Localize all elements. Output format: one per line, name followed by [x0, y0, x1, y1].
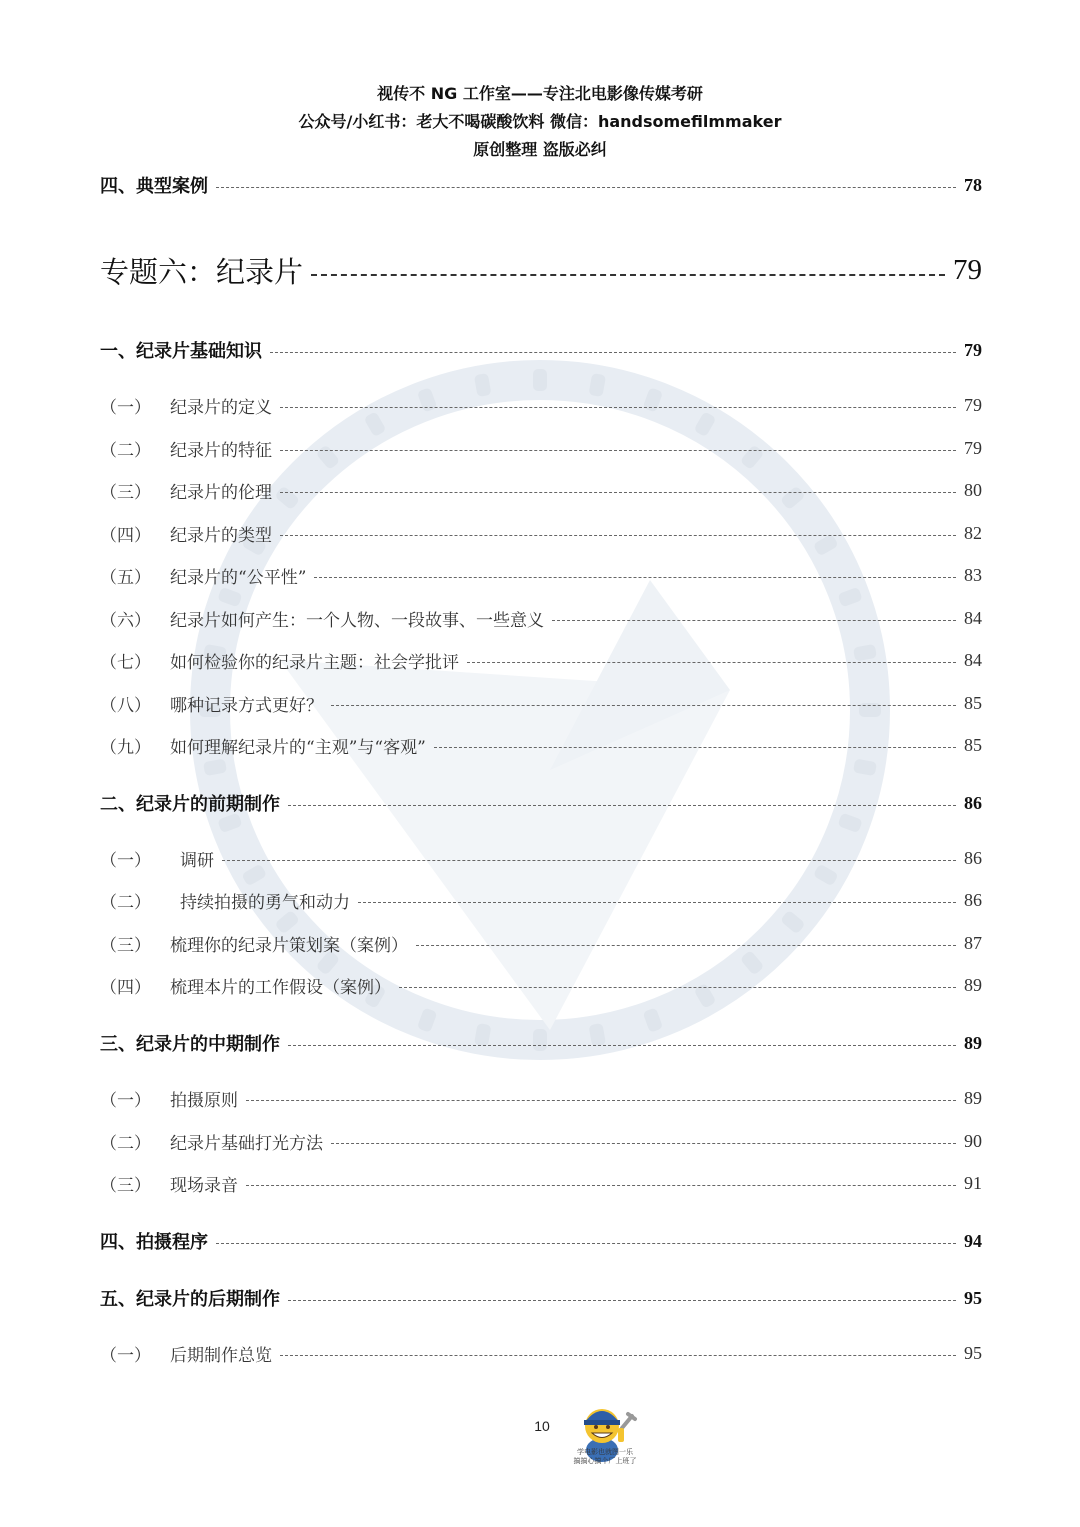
toc-page-number: 91	[964, 1173, 982, 1193]
toc-leader-line	[280, 407, 956, 408]
toc-subentry-number: （一）	[100, 1346, 151, 1366]
toc-leader-line	[358, 902, 956, 903]
toc-entry-label: 专题六：纪录片	[100, 255, 304, 289]
sprocket-hole	[533, 369, 547, 391]
toc-leader-line	[288, 805, 956, 806]
toc-leader-line	[331, 1143, 956, 1144]
toc-subentry[interactable]	[100, 733, 982, 758]
header-studio-line: 视传不 NG 工作室——专注北电影像传媒考研	[377, 84, 703, 103]
toc-entry-label: 四、拍摄程序	[100, 1232, 208, 1253]
toc-page-number: 84	[964, 608, 982, 628]
toc-entry-label: 现场录音	[170, 1176, 238, 1196]
toc-page-number: 86	[964, 792, 982, 813]
toc-leader-line	[280, 492, 956, 493]
toc-entry-label: 纪录片的类型	[170, 526, 272, 546]
toc-leader-line	[467, 662, 956, 663]
toc-entry[interactable]	[100, 337, 982, 363]
toc-subentry-number: （二）	[100, 893, 151, 913]
toc-entry[interactable]	[100, 1228, 982, 1254]
toc-entry-label: 后期制作总览	[170, 1346, 272, 1366]
toc-chapter[interactable]	[100, 250, 982, 291]
toc-leader-line	[280, 1355, 956, 1356]
toc-page-number: 95	[964, 1287, 982, 1308]
toc-subentry-number: （二）	[100, 1134, 151, 1154]
toc-subentry[interactable]	[100, 521, 982, 546]
toc-entry-label: 纪录片的定义	[170, 398, 272, 418]
toc-page-number: 94	[964, 1230, 982, 1251]
toc-subentry-number: （五）	[100, 568, 151, 588]
toc-subentry-number: （六）	[100, 611, 151, 631]
toc-subentry[interactable]	[100, 436, 982, 461]
toc-leader-line	[246, 1100, 956, 1101]
toc-entry-label: 如何检验你的纪录片主题：社会学批评	[170, 653, 459, 673]
toc-leader-line	[280, 535, 956, 536]
toc-entry-label: 三、纪录片的中期制作	[100, 1034, 280, 1055]
toc-page-number: 83	[964, 565, 982, 585]
toc-subentry-number: （七）	[100, 653, 151, 673]
toc-subentry[interactable]	[100, 931, 982, 956]
toc-subentry-number: （一）	[100, 1091, 151, 1111]
toc-subentry[interactable]	[100, 393, 982, 418]
toc-entry-label: 梳理本片的工作假设（案例）	[170, 978, 391, 998]
toc-entry-label: 持续拍摄的勇气和动力	[180, 893, 350, 913]
toc-subentry[interactable]	[100, 973, 982, 998]
toc-leader-line	[246, 1185, 956, 1186]
toc-subentry[interactable]	[100, 846, 982, 871]
toc-subentry[interactable]	[100, 478, 982, 503]
toc-entry-label: 纪录片的伦理	[170, 483, 272, 503]
toc-page-number: 85	[964, 693, 982, 713]
toc-page-number: 86	[964, 890, 982, 910]
toc-page-number: 85	[964, 735, 982, 755]
toc-entry-label: 四、典型案例	[100, 176, 208, 197]
toc-subentry[interactable]	[100, 1129, 982, 1154]
toc-page-number: 89	[964, 1032, 982, 1053]
toc-entry-label: 纪录片基础打光方法	[170, 1134, 323, 1154]
toc-subentry[interactable]	[100, 648, 982, 673]
toc-page-number: 82	[964, 523, 982, 543]
toc-entry[interactable]	[100, 172, 982, 198]
toc-page-number: 87	[964, 933, 982, 953]
toc-leader-line	[280, 450, 956, 451]
toc-page-number: 95	[964, 1343, 982, 1363]
toc-entry-label: 调研	[180, 851, 214, 871]
logo-caption-1: 学电影也就图一乐	[577, 1448, 633, 1456]
logo-caption-2: 搞搞心搞个厂上班了	[573, 1457, 637, 1465]
toc-entry-label: 纪录片的“公平性”	[170, 568, 307, 588]
toc-subentry-number: （三）	[100, 936, 151, 956]
toc-page-number: 89	[964, 975, 982, 995]
toc-entry-label: 一、纪录片基础知识	[100, 341, 262, 362]
header-copyright-line: 原创整理 盗版必纠	[473, 140, 607, 159]
toc-page-number: 79	[953, 254, 982, 286]
toc-subentry[interactable]	[100, 691, 982, 716]
toc-leader-line	[216, 187, 956, 188]
toc-leader-line	[314, 577, 956, 578]
toc-leader-line	[222, 860, 956, 861]
toc-leader-line	[288, 1300, 956, 1301]
toc-leader-line	[434, 747, 956, 748]
toc-subentry-number: （八）	[100, 696, 151, 716]
toc-entry-label: 二、纪录片的前期制作	[100, 794, 280, 815]
toc-subentry[interactable]	[100, 1086, 982, 1111]
toc-subentry[interactable]	[100, 1341, 982, 1366]
toc-leader-line	[311, 274, 945, 276]
toc-entry-label: 如何理解纪录片的“主观”与“客观”	[170, 738, 426, 758]
toc-subentry-number: （四）	[100, 526, 151, 546]
toc-entry-label: 五、纪录片的后期制作	[100, 1289, 280, 1310]
toc-entry-label: 哪种记录方式更好？	[170, 696, 323, 716]
toc-entry[interactable]	[100, 790, 982, 816]
toc-leader-line	[270, 352, 956, 353]
toc-page-number: 79	[964, 339, 982, 360]
toc-entry-label: 梳理你的纪录片策划案（案例）	[170, 936, 408, 956]
toc-entry[interactable]	[100, 1285, 982, 1311]
toc-page-number: 80	[964, 480, 982, 500]
toc-leader-line	[416, 945, 956, 946]
document-header	[0, 80, 1080, 164]
header-contact-line: 公众号/小红书：老大不喝碳酸饮料 微信：handsomefilmmaker	[298, 112, 782, 131]
toc-subentry-number: （四）	[100, 978, 151, 998]
toc-page-number: 86	[964, 848, 982, 868]
toc-subentry-number: （三）	[100, 483, 151, 503]
toc-entry-label: 纪录片如何产生：一个人物、一段故事、一些意义	[170, 611, 544, 631]
toc-leader-line	[216, 1243, 956, 1244]
toc-subentry[interactable]	[100, 563, 982, 588]
toc-page-number: 78	[964, 174, 982, 195]
toc-subentry[interactable]	[100, 606, 982, 631]
toc-entry-label: 拍摄原则	[170, 1091, 238, 1111]
toc-page-number: 84	[964, 650, 982, 670]
toc-subentry-number: （一）	[100, 398, 151, 418]
toc-leader-line	[399, 987, 956, 988]
page-number: 10	[534, 1418, 550, 1434]
toc-page-number: 79	[964, 395, 982, 415]
toc-subentry-number: （一）	[100, 851, 151, 871]
toc-entry[interactable]	[100, 1030, 982, 1056]
toc-leader-line	[552, 620, 956, 621]
toc-subentry-number: （九）	[100, 738, 151, 758]
toc-subentry[interactable]	[100, 1171, 982, 1196]
toc-leader-line	[288, 1045, 956, 1046]
toc-subentry[interactable]	[100, 888, 982, 913]
toc-page-number: 79	[964, 438, 982, 458]
toc-entry-label: 纪录片的特征	[170, 441, 272, 461]
toc-leader-line	[331, 705, 956, 706]
toc-page-number: 90	[964, 1131, 982, 1151]
toc-page-number: 89	[964, 1088, 982, 1108]
toc-subentry-number: （三）	[100, 1176, 151, 1196]
toc-subentry-number: （二）	[100, 441, 151, 461]
